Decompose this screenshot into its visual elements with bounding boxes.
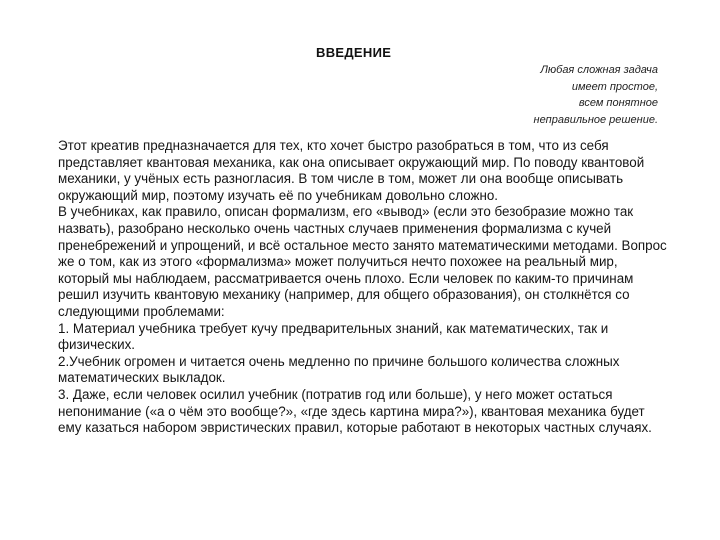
epigraph-line: всем понятное — [578, 97, 658, 109]
list-item-problem-2: 2.Учебник огромен и читается очень медленно по причине большого количества сложных математических выкладок. — [58, 353, 620, 386]
paragraph-textbooks: В учебниках, как правило, описан формализм, его «вывод» (если это безобразие можно так назвать), разобрано несколько очень частных случаев применения формализма с кучей пренебрежений и упрощений, и всё остальное место занято математическими методами. Вопрос же о том, как из этого «формализма» может получиться нечто похожее на реальный мир, который мы наблюдаем, рассматривается очень плохо. Если человек по каким-то причинам решил изучить квантовую механику (например, для общего образования), он столкнётся со следующими проблемами: — [58, 204, 667, 319]
epigraph — [458, 62, 658, 128]
epigraph-line: неправильное решение. — [533, 113, 658, 126]
page-title: ВВЕДЕНИЕ — [316, 45, 392, 60]
list-item-problem-1: 1. Материал учебника требует кучу предварительных знаний, как математических, так и физических. — [58, 320, 609, 353]
list-item-problem-3: 3. Даже, если человек осилил учебник (потратив год или больше), у него может остаться непонимание («а о чём это вообще?», «где здесь картина мира?»), квантовая механика будет ему казаться набором эвристических правил, которые работают в некоторых частных случаях. — [58, 386, 652, 436]
epigraph-line: Любая сложная задача — [540, 64, 658, 76]
paragraph-intro: Этот креатив предназначается для тех, кто хочет быстро разобраться в том, что из себя представляет квантовая механика, как она описывает окружающий мир. По поводу квантовой механики, у учёных есть разногласия. В том числе в том, может ли она вообще описывать окружающий мир, поэтому изучать её по учебникам довольно сложно. — [58, 138, 645, 203]
body-text — [58, 138, 668, 437]
epigraph-line: имеет простое, — [571, 80, 658, 93]
